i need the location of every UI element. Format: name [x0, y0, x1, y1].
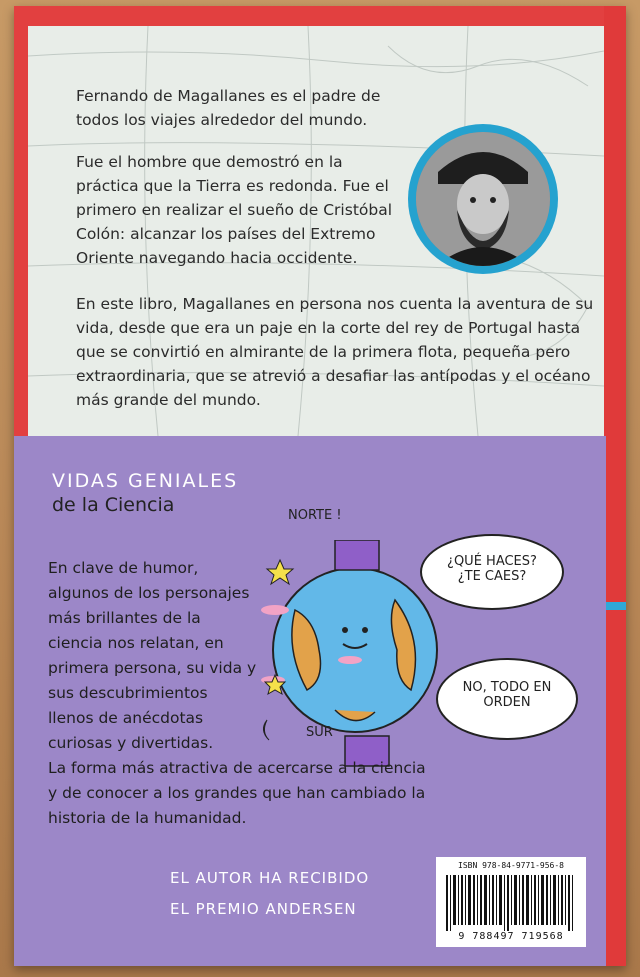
magellan-portrait: [408, 124, 558, 274]
paragraph-intro: Fernando de Magallanes es el padre de todos los viajes alrededor del mundo.: [76, 87, 381, 129]
paragraph-book: En este libro, Magallanes en persona nos cuenta la aventura de su vida, desde que era un paje en la corte del rey de Portugal hasta que se convirtió en almirante de la primera flota, pequeña pero extraordinaria, que se atrevió a desafiar las antípodas y el océano más grande del mundo.: [76, 295, 594, 409]
series-subtitle: de la Ciencia: [52, 494, 175, 516]
book-spine: [604, 6, 626, 966]
paragraph-appeal: La forma más atractiva de acercarse a la ciencia y de conocer a los grandes que han cambiado la historia de la humanidad.: [48, 759, 426, 827]
award-line-2: EL PREMIO ANDERSEN: [170, 900, 357, 918]
south-label: SUR: [306, 725, 333, 740]
spine-blue-stripe: [604, 602, 626, 610]
portrait-image: [416, 132, 550, 266]
barcode: [436, 857, 586, 947]
bubble-answer-text: NO, TODO EN ORDEN: [462, 680, 552, 710]
paragraph-proof: Fue el hombre que demostró en la práctica que la Tierra es redonda. Fue el primero en realizar el sueño de Cristóbal Colón: alcanzar los países del Extremo Oriente navegando hacia occidente.: [76, 153, 393, 267]
isbn-text: ISBN 978-84-9771-956-8: [458, 861, 564, 870]
speech-bubble-question: [420, 534, 564, 610]
series-title: VIDAS GENIALES: [52, 470, 239, 492]
series-logo: [52, 470, 238, 516]
barcode-bars: [446, 875, 576, 931]
speech-bubble-answer: [436, 658, 578, 740]
paragraph-humor: En clave de humor, algunos de los personajes más brillantes de la ciencia nos relatan, en primera persona, su vida y sus descubrimientos llenos de anécdotas curiosas y divertidas.: [48, 559, 257, 752]
barcode-number: 9 788497 719568: [458, 931, 564, 942]
award-line-1: EL AUTOR HA RECIBIDO: [170, 869, 370, 887]
bubble-question-text: ¿QUÉ HACES? ¿TE CAES?: [447, 554, 537, 584]
north-label: NORTE !: [288, 508, 342, 523]
top-panel: [28, 26, 604, 436]
